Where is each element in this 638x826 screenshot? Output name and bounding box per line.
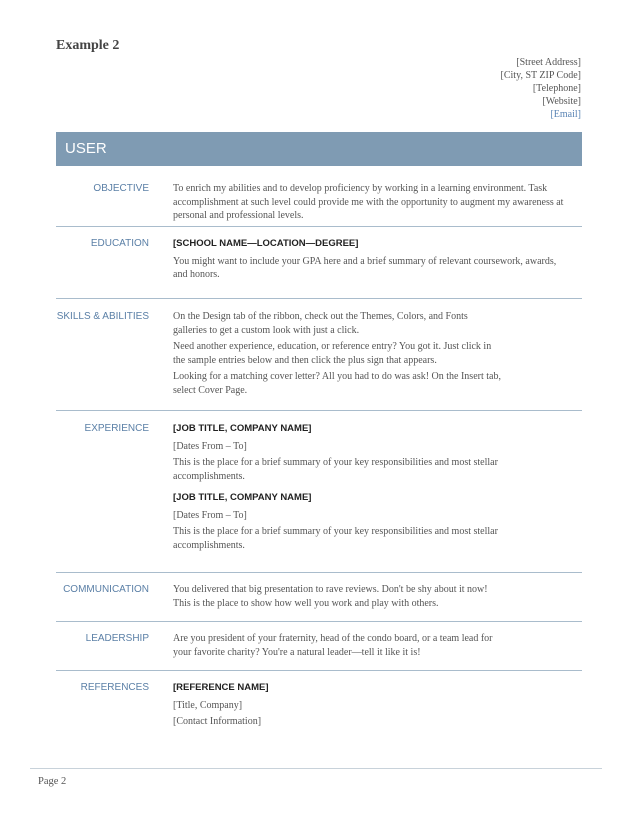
section-label: EDUCATION bbox=[90, 238, 149, 249]
job-dates: [Dates From – To] bbox=[173, 509, 247, 521]
section-label: OBJECTIVE bbox=[93, 183, 149, 194]
section-divider bbox=[56, 298, 582, 299]
education-text: You might want to include your GPA here and a brief summary of relevant coursework, awards, and honors. bbox=[173, 255, 557, 280]
street-address: [Street Address] bbox=[516, 57, 581, 68]
footer-divider bbox=[30, 768, 602, 769]
skills-paragraph: On the Design tab of the ribbon, check out the Themes, Colors, and Fonts galleries to get a custom look with just a click. bbox=[173, 311, 468, 336]
telephone: [Telephone] bbox=[532, 83, 581, 94]
section-divider bbox=[56, 572, 582, 573]
city-state-zip: [City, ST ZIP Code] bbox=[500, 70, 581, 81]
section-divider bbox=[56, 226, 582, 227]
section-body bbox=[173, 310, 503, 400]
section-divider bbox=[56, 670, 582, 671]
job-title: [JOB TITLE, COMPANY NAME] bbox=[173, 423, 312, 434]
section-body bbox=[173, 583, 503, 613]
job-title: [JOB TITLE, COMPANY NAME] bbox=[173, 492, 312, 503]
section-label: EXPERIENCE bbox=[84, 423, 149, 434]
page-number: Page 2 bbox=[38, 776, 67, 787]
skills-paragraph: Looking for a matching cover letter? All you had to do was ask! On the Insert tab, select Cover Page. bbox=[173, 371, 501, 396]
section-body bbox=[173, 632, 513, 662]
job-summary: This is the place for a brief summary of your key responsibilities and most stellar accomplishments. bbox=[173, 526, 498, 551]
reference-title: [Title, Company] bbox=[173, 699, 243, 711]
communication-text: You delivered that big presentation to rave reviews. Don't be shy about it now! This is the place to show how well you work and play with others. bbox=[173, 584, 488, 609]
reference-name: [REFERENCE NAME] bbox=[173, 682, 269, 693]
section-divider bbox=[56, 621, 582, 622]
section-label: SKILLS & ABILITIES bbox=[56, 311, 149, 322]
objective-text: To enrich my abilities and to develop proficiency by working in a learning environment. Task accomplishment at such level could provide me with the opportunity to augment my awareness at personal and professional levels. bbox=[173, 183, 564, 221]
section-label: REFERENCES bbox=[80, 682, 149, 693]
section-body bbox=[173, 237, 558, 285]
reference-contact: [Contact Information] bbox=[173, 716, 262, 727]
section-divider bbox=[56, 410, 582, 411]
email[interactable]: [Email] bbox=[550, 109, 581, 120]
name-banner: USER bbox=[56, 132, 582, 166]
section-body bbox=[173, 681, 578, 732]
section-label: LEADERSHIP bbox=[85, 633, 149, 644]
job-dates: [Dates From – To] bbox=[173, 440, 247, 452]
section-body bbox=[173, 422, 538, 555]
skills-paragraph: Need another experience, education, or reference entry? You got it. Just click in the sample entries below and then click the plus sign that appears. bbox=[173, 341, 492, 366]
contact-block bbox=[501, 56, 581, 121]
section-label: COMMUNICATION bbox=[63, 584, 149, 595]
section-body bbox=[173, 182, 573, 226]
school-heading: [SCHOOL NAME—LOCATION—DEGREE] bbox=[173, 238, 359, 249]
job-summary: This is the place for a brief summary of your key responsibilities and most stellar accomplishments. bbox=[173, 457, 498, 482]
example-label: Example 2 bbox=[56, 38, 120, 53]
leadership-text: Are you president of your fraternity, head of the condo board, or a team lead for your favorite charity? You're a natural leader—tell it like it is! bbox=[173, 633, 493, 658]
website: [Website] bbox=[542, 96, 581, 107]
